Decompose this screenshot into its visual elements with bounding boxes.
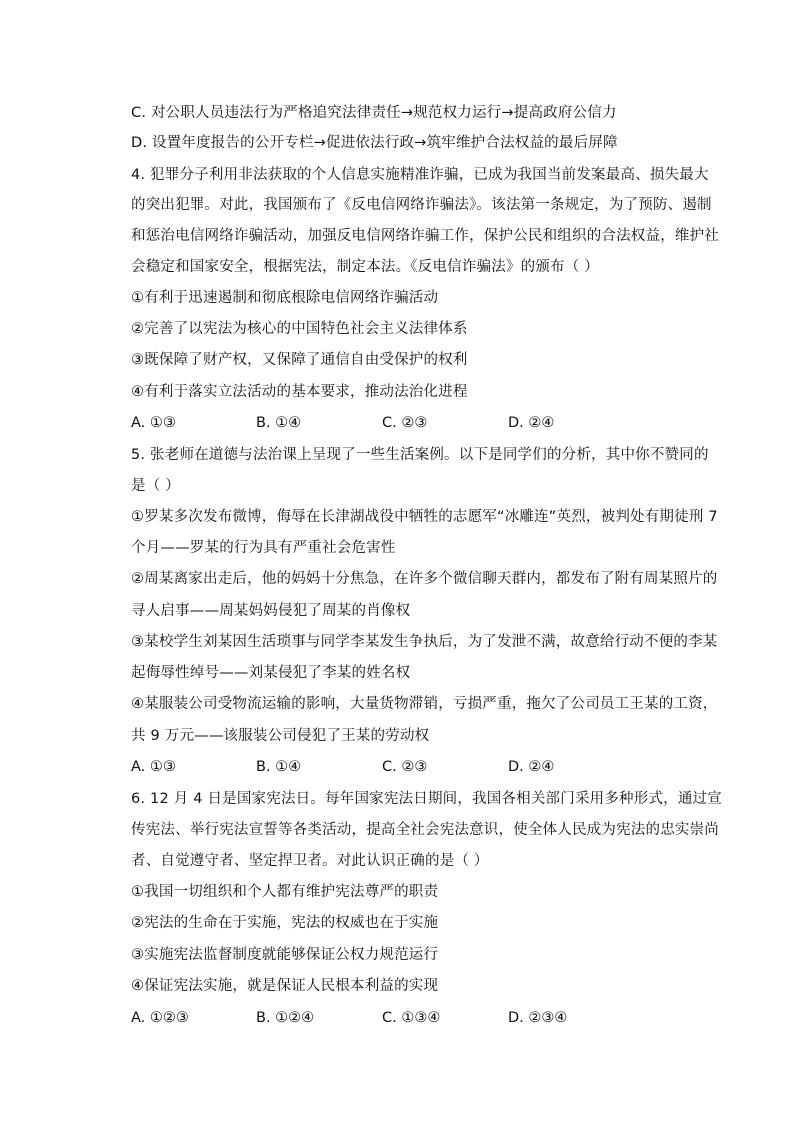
q5-stem-line: 是（ ） [131,478,180,494]
q4-option-b[interactable]: B. ①④ [256,415,302,431]
q6-item: ④保证宪法实施，就是保证人民根本利益的实现 [131,978,439,994]
q4-item: ④有利于落实立法活动的基本要求，推动法治化进程 [131,384,468,400]
q5-option-d[interactable]: D. ②④ [508,759,555,775]
q4-option-d[interactable]: D. ②④ [508,415,555,431]
prev-option-d: D. 设置年度报告的公开专栏→促进依法行政→筑牢维护合法权益的最后屏障 [131,135,618,151]
q5-item: ①罗某多次发布微博，侮辱在长津湖战役中牺牲的志愿军“冰雕连”英烈，被判处有期徒刑 7 [131,509,718,525]
prev-option-c: C. 对公职人员违法行为严格追究法律责任→规范权力运行→提高政府公信力 [131,105,617,121]
q6-stem-line: 6. 12 月 4 日是国家宪法日。每年国家宪法日期间，我国各相关部门采用多种形式，通过宣 [131,791,722,807]
q4-stem-line: 和惩治电信网络诈骗活动，加强反电信网络诈骗工作，保护公民和组织的合法权益，维护社 [131,228,719,244]
q6-option-c[interactable]: C. ①③④ [382,1010,441,1026]
q4-stem-line: 的突出犯罪。对此，我国颁布了《反电信网络诈骗法》。该法第一条规定，为了预防、遏制 [131,197,712,213]
q4-option-a[interactable]: A. ①③ [131,415,176,431]
q5-item: 个月——罗某的行为具有严重社会危害性 [131,540,396,556]
q5-item: 寻人启事——周某妈妈侵犯了周某的肖像权 [131,603,411,619]
q5-option-c[interactable]: C. ②③ [382,759,428,775]
q4-stem-line: 4. 犯罪分子利用非法获取的个人信息实施精准诈骗，已成为我国当前发案最高、损失最大 [131,167,709,183]
q5-item: ④某服装公司受物流运输的影响，大量货物滞销，亏损严重，拖欠了公司员工王某的工资， [131,696,718,712]
q5-option-a[interactable]: A. ①③ [131,759,176,775]
q4-options [131,413,691,433]
q5-stem-line: 5. 张老师在道德与法治课上呈现了一些生活案例。以下是同学们的分析，其中你不赞同的 [131,447,709,463]
q4-item: ③既保障了财产权，又保障了通信自由受保护的权利 [131,352,468,368]
q6-item: ①我国一切组织和个人都有维护宪法尊严的职责 [131,884,439,900]
q5-options [131,757,691,777]
q4-stem-line: 会稳定和国家安全，根据宪法，制定本法。《反电信诈骗法》的颁布（ ） [131,259,599,275]
q5-item: 起侮辱性绰号——刘某侵犯了李某的姓名权 [131,665,411,681]
q4-item: ①有利于迅速遏制和彻底根除电信网络诈骗活动 [131,290,439,306]
q4-item: ②完善了以宪法为核心的中国特色社会主义法律体系 [131,321,468,337]
q5-item: ②周某离家出走后，他的妈妈十分焦急，在许多个微信聊天群内，都发布了附有周某照片的 [131,571,718,587]
q4-option-c[interactable]: C. ②③ [382,415,428,431]
q6-option-b[interactable]: B. ①②④ [256,1010,315,1026]
q6-item: ③实施宪法监督制度就能够保证公权力规范运行 [131,947,439,963]
q6-option-d[interactable]: D. ②③④ [508,1010,568,1026]
q6-item: ②宪法的生命在于实施，宪法的权威也在于实施 [131,915,439,931]
q6-stem-line: 传宪法、举行宪法宣誓等各类活动，提高全社会宪法意识，使全体人民成为宪法的忠实崇尚 [131,822,719,838]
q6-options [131,1008,691,1028]
q6-option-a[interactable]: A. ①②③ [131,1010,189,1026]
q5-option-b[interactable]: B. ①④ [256,759,302,775]
q6-stem-line: 者、自觉遵守者、坚定捍卫者。对此认识正确的是（ ） [131,853,489,869]
q5-item: 共 9 万元——该服装公司侵犯了王某的劳动权 [131,728,430,744]
q5-item: ③某校学生刘某因生活琐事与同学李某发生争执后，为了发泄不满，故意给行动不便的李某 [131,634,718,650]
